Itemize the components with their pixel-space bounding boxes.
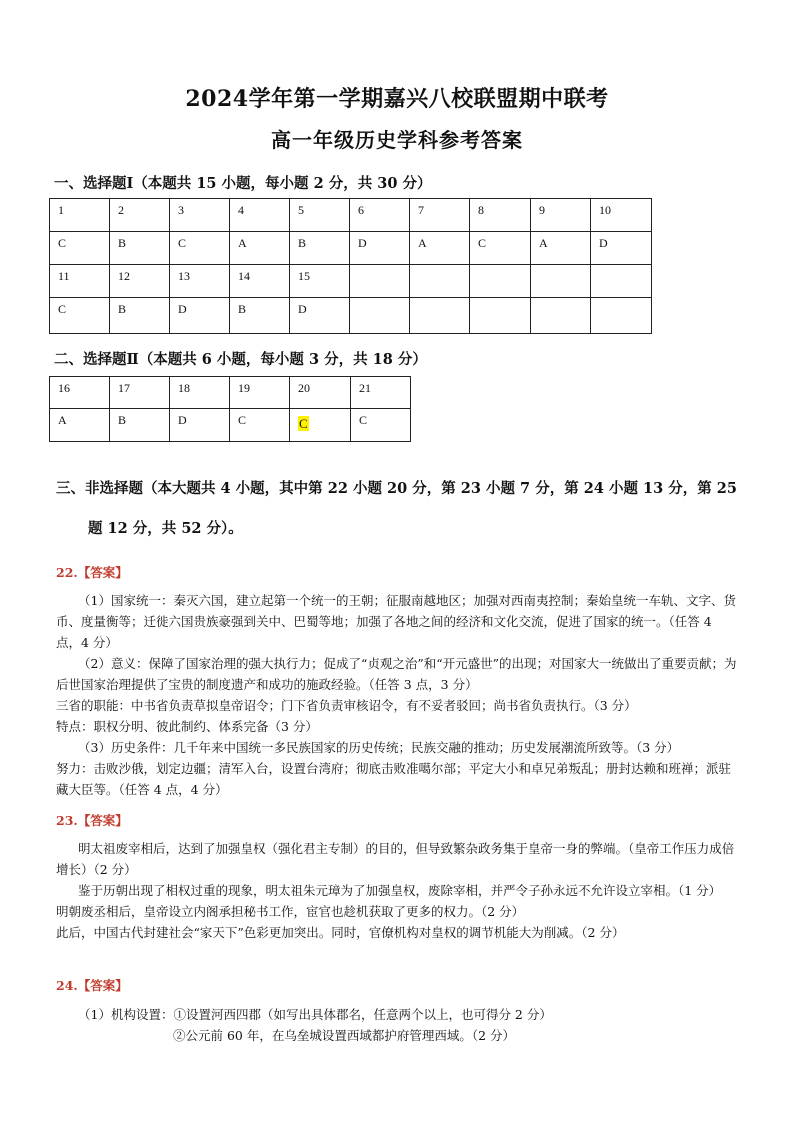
q23-line: 鉴于历朝出现了相权过重的现象，明太祖朱元璋为了加强皇权，废除宰相，并严令子孙永远不允许设立宰相。（1 分） (78, 883, 722, 898)
answer-cell: D (170, 409, 230, 442)
answer-cell: C (50, 232, 110, 265)
empty-cell (591, 265, 652, 298)
page-subtitle: 高一年级历史学科参考答案 (271, 128, 523, 152)
empty-cell (470, 265, 531, 298)
answer-cell: C (351, 409, 411, 442)
question-number: 12 (110, 265, 170, 298)
answer-cell: A (230, 232, 290, 265)
question-number: 18 (170, 377, 230, 409)
question-number: 11 (50, 265, 110, 298)
question-number: 19 (230, 377, 290, 409)
section2-answer-table (49, 376, 411, 442)
answer-cell (290, 409, 351, 442)
table-row (50, 298, 652, 334)
table-row (50, 232, 652, 265)
q23-answer-body (56, 838, 740, 943)
table-row (50, 199, 652, 232)
q22-characteristics: 特点：职权分明、彼此制约、体系完备（3 分） (56, 719, 318, 734)
question-number: 3 (170, 199, 230, 232)
answer-cell: C (50, 298, 110, 334)
section2-heading: 二、选择题Ⅱ（本题共 6 小题，每小题 3 分，共 18 分） (54, 351, 427, 368)
q23-line: 明太祖废宰相后，达到了加强皇权（强化君主专制）的目的，但导致繁杂政务集于皇帝一身的弊端。（皇帝工作压力成倍增长）（2 分） (56, 841, 735, 877)
answer-cell: B (230, 298, 290, 334)
answer-cell: D (591, 232, 652, 265)
answer-cell: A (531, 232, 591, 265)
empty-cell (410, 298, 470, 334)
answer-cell: B (110, 409, 170, 442)
answer-cell: C (170, 232, 230, 265)
answer-cell: C (470, 232, 531, 265)
q22-answer-label: 22.【答案】 (56, 565, 128, 580)
empty-cell (350, 265, 410, 298)
answer-cell: D (290, 298, 350, 334)
q22-part2-significance: （2）意义：保障了国家治理的强大执行力；促成了“贞观之治”和“开元盛世”的出现；对国家大一统做出了重要贡献；为后世国家治理提供了宝贵的制度遗产和成功的施政经验。（任答 3 点，3 分） (56, 656, 737, 692)
empty-cell (410, 265, 470, 298)
question-number: 15 (290, 265, 350, 298)
empty-cell (350, 298, 410, 334)
answer-cell: D (350, 232, 410, 265)
q24-answer-body (56, 1004, 740, 1046)
section3-heading-line1: 三、非选择题（本大题共 4 小题，其中第 22 小题 20 分，第 23 小题 7 分，第 24 小题 13 分，第 25 (56, 480, 737, 497)
question-number: 17 (110, 377, 170, 409)
q24-line: （1）机构设置：①设置河西四郡（如写出具体郡名，任意两个以上，也可得分 2 分） (78, 1007, 552, 1022)
q22-answer-body (56, 590, 740, 800)
section3-heading-line2: 题 12 分，共 52 分）。 (88, 520, 243, 537)
q24-answer-label: 24.【答案】 (56, 978, 128, 993)
section1-heading: 一、选择题Ⅰ（本题共 15 小题，每小题 2 分，共 30 分） (54, 175, 432, 192)
answer-cell: B (110, 232, 170, 265)
answer-cell: A (50, 409, 110, 442)
highlighted-answer: C (299, 416, 308, 431)
q23-answer-label: 23.【答案】 (56, 813, 128, 828)
question-number: 7 (410, 199, 470, 232)
table-row (50, 409, 411, 442)
q22-part3-conditions: （3）历史条件：几千年来中国统一多民族国家的历史传统；民族交融的推动；历史发展潮流所致等。（3 分） (78, 740, 680, 755)
answer-cell: C (230, 409, 290, 442)
page-title: 2024学年第一学期嘉兴八校联盟期中联考 (185, 86, 609, 112)
section1-answer-table (49, 198, 652, 334)
q22-part1: （1）国家统一：秦灭六国，建立起第一个统一的王朝；征服南越地区；加强对西南夷控制；秦始皇统一车轨、文字、货币、度量衡等；迁徙六国贵族豪强到关中、巴蜀等地；加强了各地之间的经济和文化交流，促进了国家的统一。（任答 4 点，4 分） (56, 593, 736, 650)
q23-line: 明朝废丞相后，皇帝设立内阁承担秘书工作，宦官也趁机获取了更多的权力。（2 分） (56, 904, 525, 919)
question-number: 5 (290, 199, 350, 232)
answer-cell: B (290, 232, 350, 265)
q24-line: ②公元前 60 年，在乌垒城设置西域都护府管理西域。（2 分） (173, 1028, 516, 1043)
question-number: 14 (230, 265, 290, 298)
question-number: 13 (170, 265, 230, 298)
empty-cell (531, 265, 591, 298)
q23-line: 此后，中国古代封建社会“家天下”色彩更加突出。同时，官僚机构对皇权的调节机能大为削减。（2 分） (56, 925, 625, 940)
table-row (50, 265, 652, 298)
question-number: 8 (470, 199, 531, 232)
q22-efforts: 努力：击败沙俄，划定边疆；清军入台，设置台湾府；彻底击败准噶尔部；平定大小和卓兄弟叛乱；册封达赖和班禅；派驻藏大臣等。（任答 4 点，4 分） (56, 761, 732, 797)
empty-cell (531, 298, 591, 334)
question-number: 16 (50, 377, 110, 409)
empty-cell (591, 298, 652, 334)
question-number: 21 (351, 377, 411, 409)
question-number: 20 (290, 377, 351, 409)
question-number: 2 (110, 199, 170, 232)
question-number: 10 (591, 199, 652, 232)
empty-cell (470, 298, 531, 334)
question-number: 4 (230, 199, 290, 232)
question-number: 9 (531, 199, 591, 232)
question-number: 1 (50, 199, 110, 232)
answer-cell: D (170, 298, 230, 334)
q22-three-departments: 三省的职能：中书省负责草拟皇帝诏令；门下省负责审核诏令，有不妥者驳回；尚书省负责执行。（3 分） (56, 698, 637, 713)
table-row (50, 377, 411, 409)
answer-cell: A (410, 232, 470, 265)
answer-cell: B (110, 298, 170, 334)
question-number: 6 (350, 199, 410, 232)
